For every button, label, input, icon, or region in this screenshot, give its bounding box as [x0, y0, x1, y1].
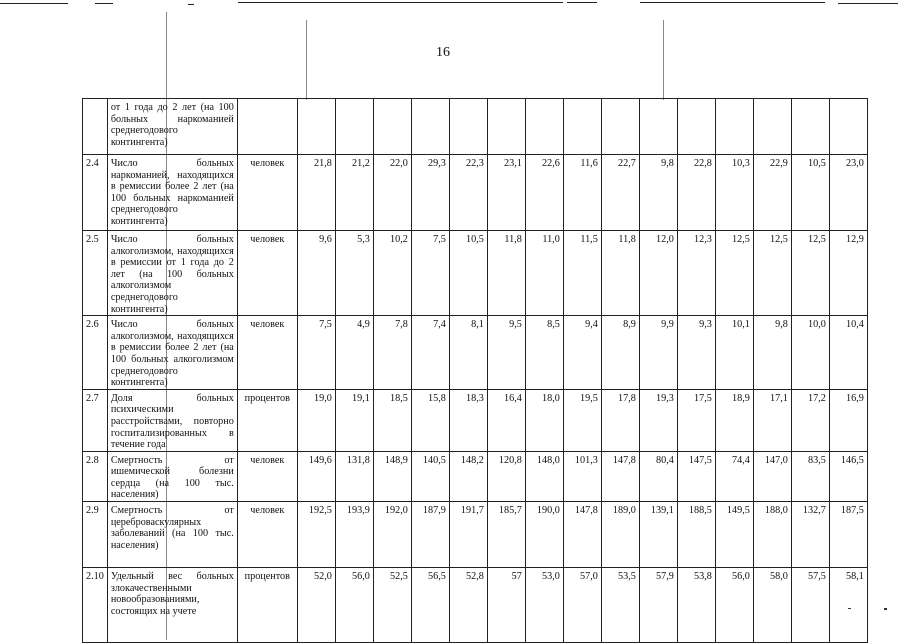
value-cell: 19,3: [639, 389, 677, 451]
value-cell: 10,0: [791, 316, 829, 390]
unit-cell: человек: [237, 231, 297, 316]
value-cell: 56,5: [411, 568, 449, 643]
value-cell: 10,4: [829, 316, 867, 390]
value-cell: 10,3: [715, 155, 753, 231]
scan-edge-line: [238, 2, 563, 3]
value-cell: 148,9: [373, 451, 411, 501]
value-cell: 5,3: [335, 231, 373, 316]
page-number: 16: [436, 45, 450, 60]
unit-cell: человек: [237, 502, 297, 568]
indicator-name: Смертность от ишемической болезни сердца (на 100 тыс. населения): [107, 451, 237, 501]
value-cell: 131,8: [335, 451, 373, 501]
unit-cell: человек: [237, 155, 297, 231]
value-cell: 58,1: [829, 568, 867, 643]
value-cell: 7,5: [297, 316, 335, 390]
value-cell: 18,5: [373, 389, 411, 451]
indicator-name: Доля больных психическими расстройствами, повторно госпитализированных в течение года: [107, 389, 237, 451]
table-row: [83, 451, 868, 501]
table-row: [83, 99, 868, 155]
value-cell: 190,0: [525, 502, 563, 568]
unit-cell: человек: [237, 451, 297, 501]
value-cell: 29,3: [411, 155, 449, 231]
table-row: [83, 155, 868, 231]
value-cell: 53,8: [677, 568, 715, 643]
value-cell: 22,8: [677, 155, 715, 231]
row-number: 2.6: [83, 316, 108, 390]
value-cell: 192,5: [297, 502, 335, 568]
value-cell: 12,9: [829, 231, 867, 316]
value-cell: [791, 99, 829, 155]
value-cell: 120,8: [487, 451, 525, 501]
value-cell: 8,1: [449, 316, 487, 390]
value-cell: 101,3: [563, 451, 601, 501]
scan-edge-line: [188, 4, 194, 5]
scan-edge-line: [640, 2, 825, 3]
unit-cell: [237, 99, 297, 155]
value-cell: 17,1: [753, 389, 791, 451]
value-cell: 9,8: [639, 155, 677, 231]
value-cell: 17,8: [601, 389, 639, 451]
row-number: 2.8: [83, 451, 108, 501]
value-cell: 11,5: [563, 231, 601, 316]
value-cell: 18,0: [525, 389, 563, 451]
value-cell: 12,5: [791, 231, 829, 316]
value-cell: 23,0: [829, 155, 867, 231]
value-cell: 10,5: [449, 231, 487, 316]
value-cell: 53,0: [525, 568, 563, 643]
value-cell: 147,5: [677, 451, 715, 501]
scan-edge-line: [838, 3, 898, 4]
value-cell: [411, 99, 449, 155]
fold-line: [306, 20, 307, 100]
value-cell: 132,7: [791, 502, 829, 568]
value-cell: 83,5: [791, 451, 829, 501]
value-cell: 148,2: [449, 451, 487, 501]
indicator-name: от 1 года до 2 лет (на 100 больных наркоманией среднегодового контингента): [107, 99, 237, 155]
value-cell: 187,9: [411, 502, 449, 568]
row-number: 2.5: [83, 231, 108, 316]
scan-edge-line: [0, 3, 68, 4]
value-cell: 53,5: [601, 568, 639, 643]
unit-cell: процентов: [237, 389, 297, 451]
indicator-name: Число больных наркоманией, находящихся в ремиссии более 2 лет (на 100 больных наркоманией среднегодового контингента): [107, 155, 237, 231]
value-cell: 22,6: [525, 155, 563, 231]
value-cell: 9,5: [487, 316, 525, 390]
value-cell: 149,5: [715, 502, 753, 568]
value-cell: 16,9: [829, 389, 867, 451]
value-cell: 7,4: [411, 316, 449, 390]
scan-edge-line: [95, 3, 113, 4]
value-cell: 19,1: [335, 389, 373, 451]
row-number: [83, 99, 108, 155]
value-cell: 17,5: [677, 389, 715, 451]
row-number: 2.9: [83, 502, 108, 568]
value-cell: 23,1: [487, 155, 525, 231]
row-number: 2.4: [83, 155, 108, 231]
value-cell: 191,7: [449, 502, 487, 568]
value-cell: 148,0: [525, 451, 563, 501]
indicator-name: Число больных алкоголизмом, находящихся в ремиссии от 1 года до 2 лет (на 100 больных алкоголизмом среднегодового контингента): [107, 231, 237, 316]
row-number: 2.10: [83, 568, 108, 643]
value-cell: [753, 99, 791, 155]
value-cell: 12,5: [753, 231, 791, 316]
value-cell: [715, 99, 753, 155]
value-cell: [297, 99, 335, 155]
scan-speck: [848, 608, 851, 609]
value-cell: 18,3: [449, 389, 487, 451]
indicators-table: [82, 98, 868, 643]
value-cell: [487, 99, 525, 155]
value-cell: [563, 99, 601, 155]
indicator-name: Число больных алкоголизмом, находящихся в ремиссии более 2 лет (на 100 больных алкоголизмом среднегодового контингента): [107, 316, 237, 390]
value-cell: 12,0: [639, 231, 677, 316]
value-cell: 22,7: [601, 155, 639, 231]
value-cell: 19,0: [297, 389, 335, 451]
value-cell: 7,5: [411, 231, 449, 316]
value-cell: 147,0: [753, 451, 791, 501]
value-cell: 19,5: [563, 389, 601, 451]
table-row: [83, 568, 868, 643]
value-cell: 12,3: [677, 231, 715, 316]
value-cell: 149,6: [297, 451, 335, 501]
table-row: [83, 502, 868, 568]
row-number: 2.7: [83, 389, 108, 451]
value-cell: 17,2: [791, 389, 829, 451]
value-cell: 9,3: [677, 316, 715, 390]
fold-line: [663, 20, 664, 100]
value-cell: 9,9: [639, 316, 677, 390]
value-cell: 146,5: [829, 451, 867, 501]
indicator-name: Удельный вес больных злокачественными новообразованиями, состоящих на учете: [107, 568, 237, 643]
scan-edge-line: [567, 2, 597, 3]
value-cell: 10,2: [373, 231, 411, 316]
value-cell: 56,0: [335, 568, 373, 643]
value-cell: 18,9: [715, 389, 753, 451]
value-cell: 12,5: [715, 231, 753, 316]
value-cell: 11,6: [563, 155, 601, 231]
value-cell: 8,9: [601, 316, 639, 390]
value-cell: 58,0: [753, 568, 791, 643]
unit-cell: человек: [237, 316, 297, 390]
value-cell: 4,9: [335, 316, 373, 390]
value-cell: 9,6: [297, 231, 335, 316]
value-cell: 188,5: [677, 502, 715, 568]
indicator-name: Смертность от цереброваскулярных заболеваний (на 100 тыс. населения): [107, 502, 237, 568]
table-row: [83, 389, 868, 451]
value-cell: 193,9: [335, 502, 373, 568]
value-cell: 11,0: [525, 231, 563, 316]
value-cell: [639, 99, 677, 155]
value-cell: 10,5: [791, 155, 829, 231]
scan-speck: [884, 608, 887, 610]
value-cell: 52,0: [297, 568, 335, 643]
value-cell: [525, 99, 563, 155]
value-cell: 15,8: [411, 389, 449, 451]
value-cell: [373, 99, 411, 155]
value-cell: 187,5: [829, 502, 867, 568]
value-cell: 74,4: [715, 451, 753, 501]
value-cell: 140,5: [411, 451, 449, 501]
value-cell: 185,7: [487, 502, 525, 568]
value-cell: 56,0: [715, 568, 753, 643]
value-cell: [335, 99, 373, 155]
unit-cell: процентов: [237, 568, 297, 643]
value-cell: 57,5: [791, 568, 829, 643]
value-cell: 57: [487, 568, 525, 643]
value-cell: 147,8: [601, 451, 639, 501]
value-cell: 9,4: [563, 316, 601, 390]
value-cell: 22,9: [753, 155, 791, 231]
value-cell: 139,1: [639, 502, 677, 568]
value-cell: 11,8: [487, 231, 525, 316]
value-cell: 16,4: [487, 389, 525, 451]
value-cell: 188,0: [753, 502, 791, 568]
value-cell: 192,0: [373, 502, 411, 568]
value-cell: [449, 99, 487, 155]
value-cell: 21,8: [297, 155, 335, 231]
value-cell: 147,8: [563, 502, 601, 568]
value-cell: 189,0: [601, 502, 639, 568]
value-cell: 10,1: [715, 316, 753, 390]
value-cell: [677, 99, 715, 155]
value-cell: [601, 99, 639, 155]
value-cell: 52,5: [373, 568, 411, 643]
value-cell: 80,4: [639, 451, 677, 501]
value-cell: [829, 99, 867, 155]
value-cell: 57,0: [563, 568, 601, 643]
value-cell: 22,0: [373, 155, 411, 231]
value-cell: 52,8: [449, 568, 487, 643]
table-row: [83, 231, 868, 316]
value-cell: 8,5: [525, 316, 563, 390]
value-cell: 21,2: [335, 155, 373, 231]
value-cell: 22,3: [449, 155, 487, 231]
table-row: [83, 316, 868, 390]
value-cell: 11,8: [601, 231, 639, 316]
value-cell: 7,8: [373, 316, 411, 390]
value-cell: 9,8: [753, 316, 791, 390]
value-cell: 57,9: [639, 568, 677, 643]
